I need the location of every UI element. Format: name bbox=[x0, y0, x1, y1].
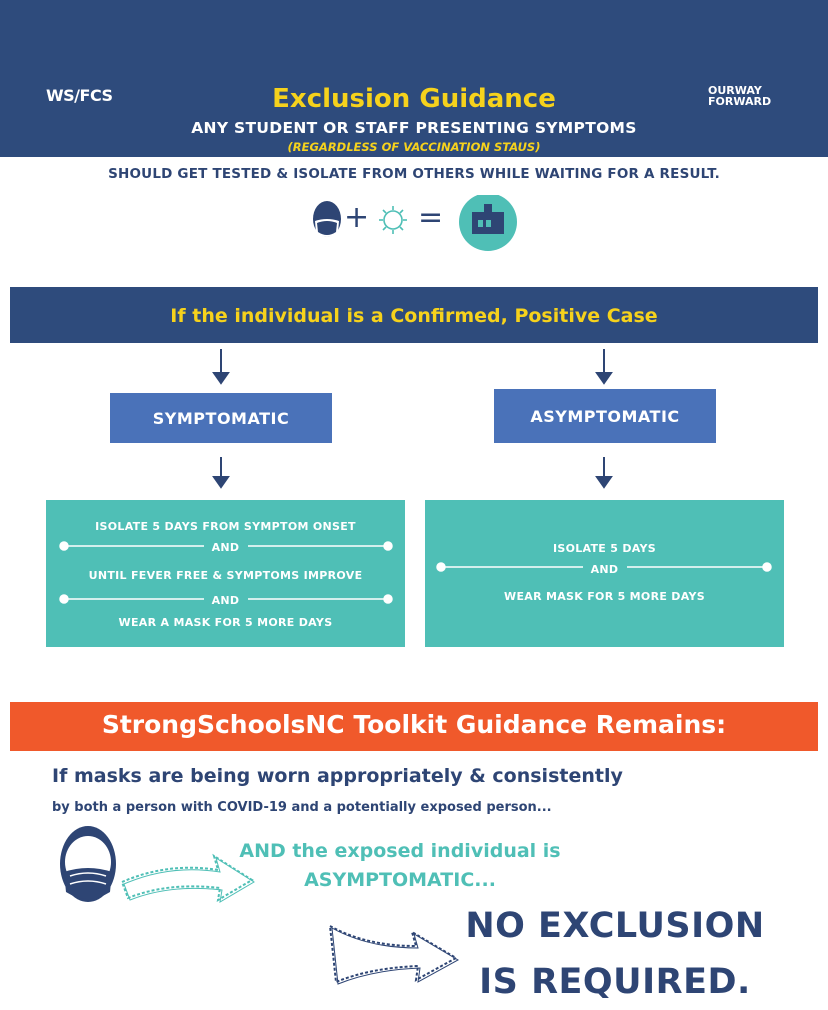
home-icon bbox=[459, 195, 517, 251]
asymptomatic-guidance-box bbox=[425, 500, 784, 647]
symptomatic-line3: WEAR A MASK FOR 5 MORE DAYS bbox=[118, 616, 333, 629]
masks-line: If masks are being worn appropriately & consistently bbox=[52, 765, 623, 787]
no-exclusion-text bbox=[460, 898, 770, 1010]
toolkit-title: StrongSchoolsNC Toolkit Guidance Remains: bbox=[101, 710, 727, 739]
virus-icon bbox=[379, 206, 407, 234]
arrow-down-icon bbox=[214, 457, 228, 487]
logo-right-line2: FORWARD bbox=[708, 95, 772, 108]
result-line2: IS REQUIRED. bbox=[479, 962, 751, 1002]
plus-sign: + bbox=[344, 200, 370, 235]
logo-right-line1: OURWAY bbox=[708, 84, 762, 97]
equals-sign: = bbox=[418, 200, 444, 235]
symptomatic-line2: UNTIL FEVER FREE & SYMPTOMS IMPROVE bbox=[88, 569, 363, 582]
page-title: Exclusion Guidance bbox=[272, 84, 556, 114]
both-line: by both a person with COVID-19 and a potentially exposed person... bbox=[52, 800, 552, 815]
asymptomatic-label: ASYMPTOMATIC bbox=[530, 406, 680, 426]
instruction-text: SHOULD GET TESTED & ISOLATE FROM OTHERS WHILE WAITING FOR A RESULT. bbox=[108, 166, 720, 182]
vaccination-note: (REGARDLESS OF VACCINATION STAUS) bbox=[287, 140, 541, 154]
exposed-line1: AND the exposed individual is bbox=[239, 840, 561, 862]
equation-graphic bbox=[305, 195, 525, 251]
symptomatic-and2: AND bbox=[211, 594, 240, 607]
symptomatic-guidance-box bbox=[46, 500, 405, 647]
page-subtitle: ANY STUDENT OR STAFF PRESENTING SYMPTOMS bbox=[191, 119, 637, 137]
masked-person-icon bbox=[313, 201, 341, 237]
exposed-line2: ASYMPTOMATIC... bbox=[304, 869, 496, 891]
asymptomatic-line2: WEAR MASK FOR 5 MORE DAYS bbox=[504, 590, 705, 603]
navy-arrow-icon bbox=[326, 916, 466, 986]
asymptomatic-line1: ISOLATE 5 DAYS bbox=[552, 542, 657, 555]
exposed-individual-text bbox=[200, 837, 600, 895]
symptomatic-line1: ISOLATE 5 DAYS FROM SYMPTOM ONSET bbox=[95, 520, 356, 533]
wsfcs-logo: WS/FCS bbox=[46, 86, 113, 105]
symptomatic-box bbox=[110, 393, 332, 443]
asymptomatic-and1: AND bbox=[590, 563, 619, 576]
arrow-down-icon bbox=[597, 457, 611, 487]
symptomatic-label: SYMPTOMATIC bbox=[152, 408, 290, 428]
arrow-down-icon bbox=[597, 349, 611, 383]
symptomatic-and1: AND bbox=[211, 541, 240, 554]
result-line1: NO EXCLUSION bbox=[465, 906, 765, 946]
arrow-down-icon bbox=[214, 349, 228, 383]
divider-lines bbox=[425, 500, 784, 647]
divider-lines bbox=[46, 500, 405, 647]
positive-case-title: If the individual is a Confirmed, Positive Case bbox=[170, 305, 658, 327]
asymptomatic-box bbox=[494, 389, 716, 443]
